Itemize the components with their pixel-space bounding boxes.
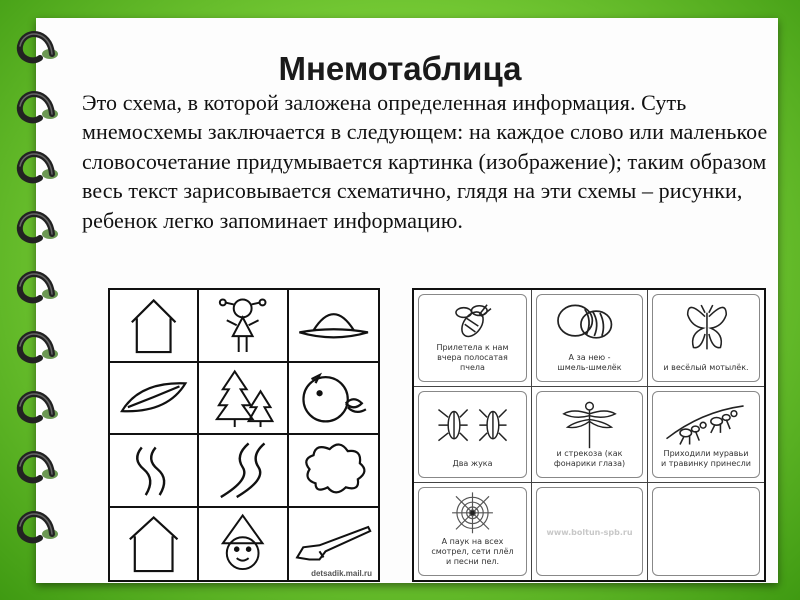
binder-ring-icon: [10, 144, 74, 188]
binder-ring-icon: [10, 264, 74, 308]
fir-trees-icon: [199, 363, 288, 436]
watermark-left: detsadik.mail.ru: [311, 569, 372, 578]
bee-cell: [414, 290, 532, 387]
spider-caption: А паук на всех смотрел, сети плёл и песни пел.: [431, 536, 514, 566]
binder-ring-icon: [10, 324, 74, 368]
empty-cell: [532, 483, 648, 580]
dragonfly-caption: и стрекоза (как фонарики глаза): [553, 449, 626, 469]
ants-caption: Приходили муравьи и травинку принесли: [660, 449, 751, 469]
butterfly-cell: [648, 290, 764, 387]
bumblebee-cell: [532, 290, 648, 387]
river-icon: [199, 435, 288, 508]
binder-ring-icon: [10, 504, 74, 548]
ants-cell: [648, 387, 764, 484]
bush-icon: [289, 435, 378, 508]
page-title: Мнемотаблица: [278, 50, 522, 87]
mnemotable-left: [108, 288, 380, 582]
bumblebee-caption: А за нею - шмель-шмелёк: [557, 352, 622, 372]
empty-cell: [648, 483, 764, 580]
bee-caption: Прилетела к нам вчера полосатая пчела: [436, 342, 509, 372]
house-icon-2: [110, 508, 199, 581]
watermark-right: www.boltun-spb.ru: [546, 528, 633, 538]
dragonfly-cell: [532, 387, 648, 484]
wavy-lines-icon: [110, 435, 199, 508]
face-icon: [199, 508, 288, 581]
mnemotable-right: [412, 288, 766, 582]
description-paragraph: Это схема, в которой заложена определенная информация. Суть мнемосхемы заключается в следующем: на каждое слово или маленькое словосочетание придумывается картинка (изображение); таким образом весь текст зарисовывается схематично, глядя на эти схемы – рисунки, ребенок легко запоминает информацию.: [82, 90, 768, 233]
beetles-caption: Два жука: [452, 459, 493, 469]
binder-ring-icon: [10, 84, 74, 128]
house-icon: [110, 290, 199, 363]
leaf-icon: [110, 363, 199, 436]
girl-icon: [199, 290, 288, 363]
bird-icon: [289, 363, 378, 436]
hat-icon: [289, 290, 378, 363]
gun-icon: [289, 508, 378, 581]
binder-ring-icon: [10, 384, 74, 428]
spider-cell: [414, 483, 532, 580]
binder-ring-icon: [10, 444, 74, 488]
butterfly-caption: и весёлый мотылёк.: [663, 362, 749, 372]
beetles-cell: [414, 387, 532, 484]
binder-ring-icon: [10, 204, 74, 248]
